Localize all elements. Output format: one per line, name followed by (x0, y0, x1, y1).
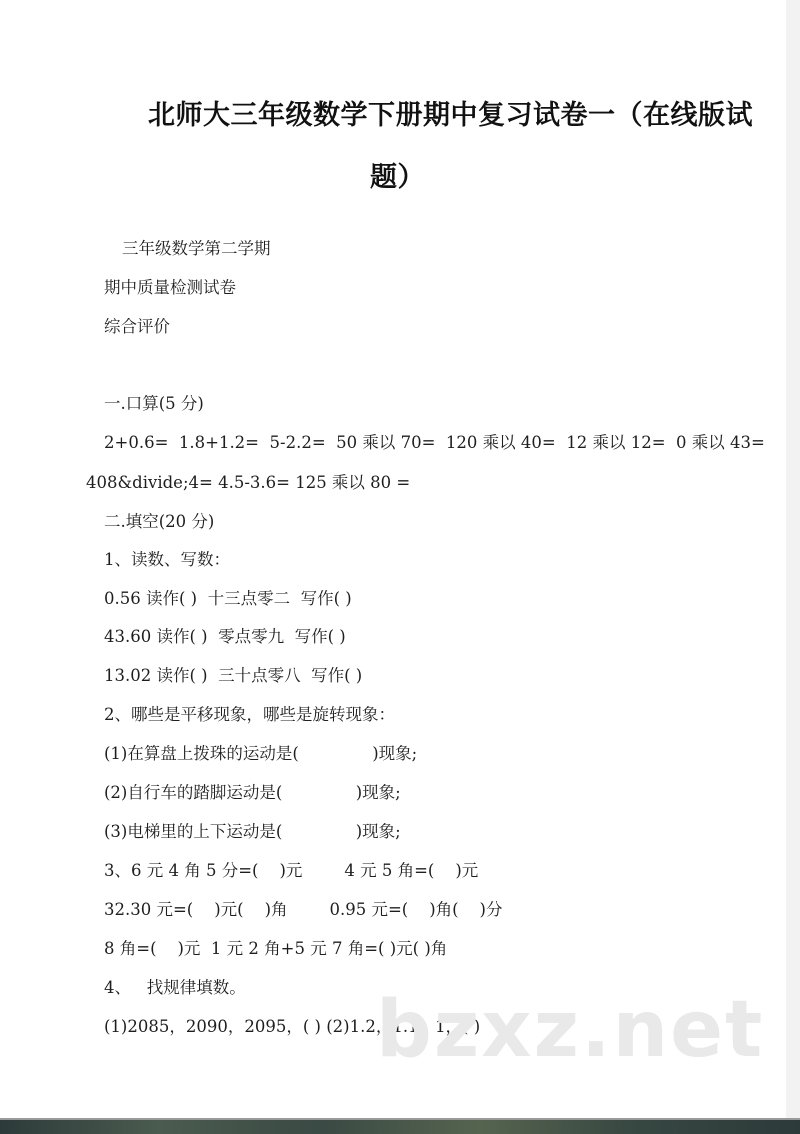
section2-heading: 二.填空(20 分) (104, 512, 215, 531)
watermark: bzxz.net (376, 985, 765, 1075)
page-title-line2: 题） (370, 162, 425, 193)
section1-heading: 一.口算(5 分) (104, 394, 204, 413)
bottom-image-strip (0, 1120, 800, 1134)
page-right-edge (786, 0, 800, 1118)
q4-heading: 4、 找规律填数。 (104, 978, 246, 997)
q2-heading: 2、哪些是平移现象，哪些是旋转现象： (104, 705, 395, 724)
q3-line2: 32.30 元=( )元( )角 0.95 元=( )角( )分 (104, 900, 503, 919)
q3-line1: 3、6 元 4 角 5 分=( )元 4 元 5 角=( )元 (104, 861, 479, 880)
section1-line1: 2+0.6= 1.8+1.2= 5-2.2= 50 乘以 70= 120 乘以 40= 12 乘以 12= 0 乘以 43= (104, 433, 765, 452)
q1-heading: 1、读数、写数： (104, 550, 230, 569)
q2-line3: (3)电梯里的上下运动是( )现象; (104, 822, 401, 841)
q2-line1: (1)在算盘上拨珠的运动是( )现象; (104, 744, 418, 763)
q1-line2: 43.60 读作( ) 零点零九 写作( ) (104, 627, 346, 646)
q1-line3: 13.02 读作( ) 三十点零八 写作( ) (104, 666, 363, 685)
header-line-exam: 期中质量检测试卷 (104, 278, 236, 297)
header-line-grade: 三年级数学第二学期 (122, 239, 271, 258)
section1-line2: 408&divide;4= 4.5-3.6= 125 乘以 80 = (86, 473, 411, 492)
page-title-line1: 北师大三年级数学下册期中复习试卷一（在线版试 (148, 100, 753, 131)
q3-line3: 8 角=( )元 1 元 2 角+5 元 7 角=( )元( )角 (104, 939, 448, 958)
q4-line: (1)2085，2090，2095，( ) (2)1.2，1.1，1，( ) (104, 1017, 481, 1036)
header-line-evaluation: 综合评价 (104, 317, 170, 336)
q1-line1: 0.56 读作( ) 十三点零二 写作( ) (104, 589, 352, 608)
q2-line2: (2)自行车的踏脚运动是( )现象; (104, 783, 401, 802)
